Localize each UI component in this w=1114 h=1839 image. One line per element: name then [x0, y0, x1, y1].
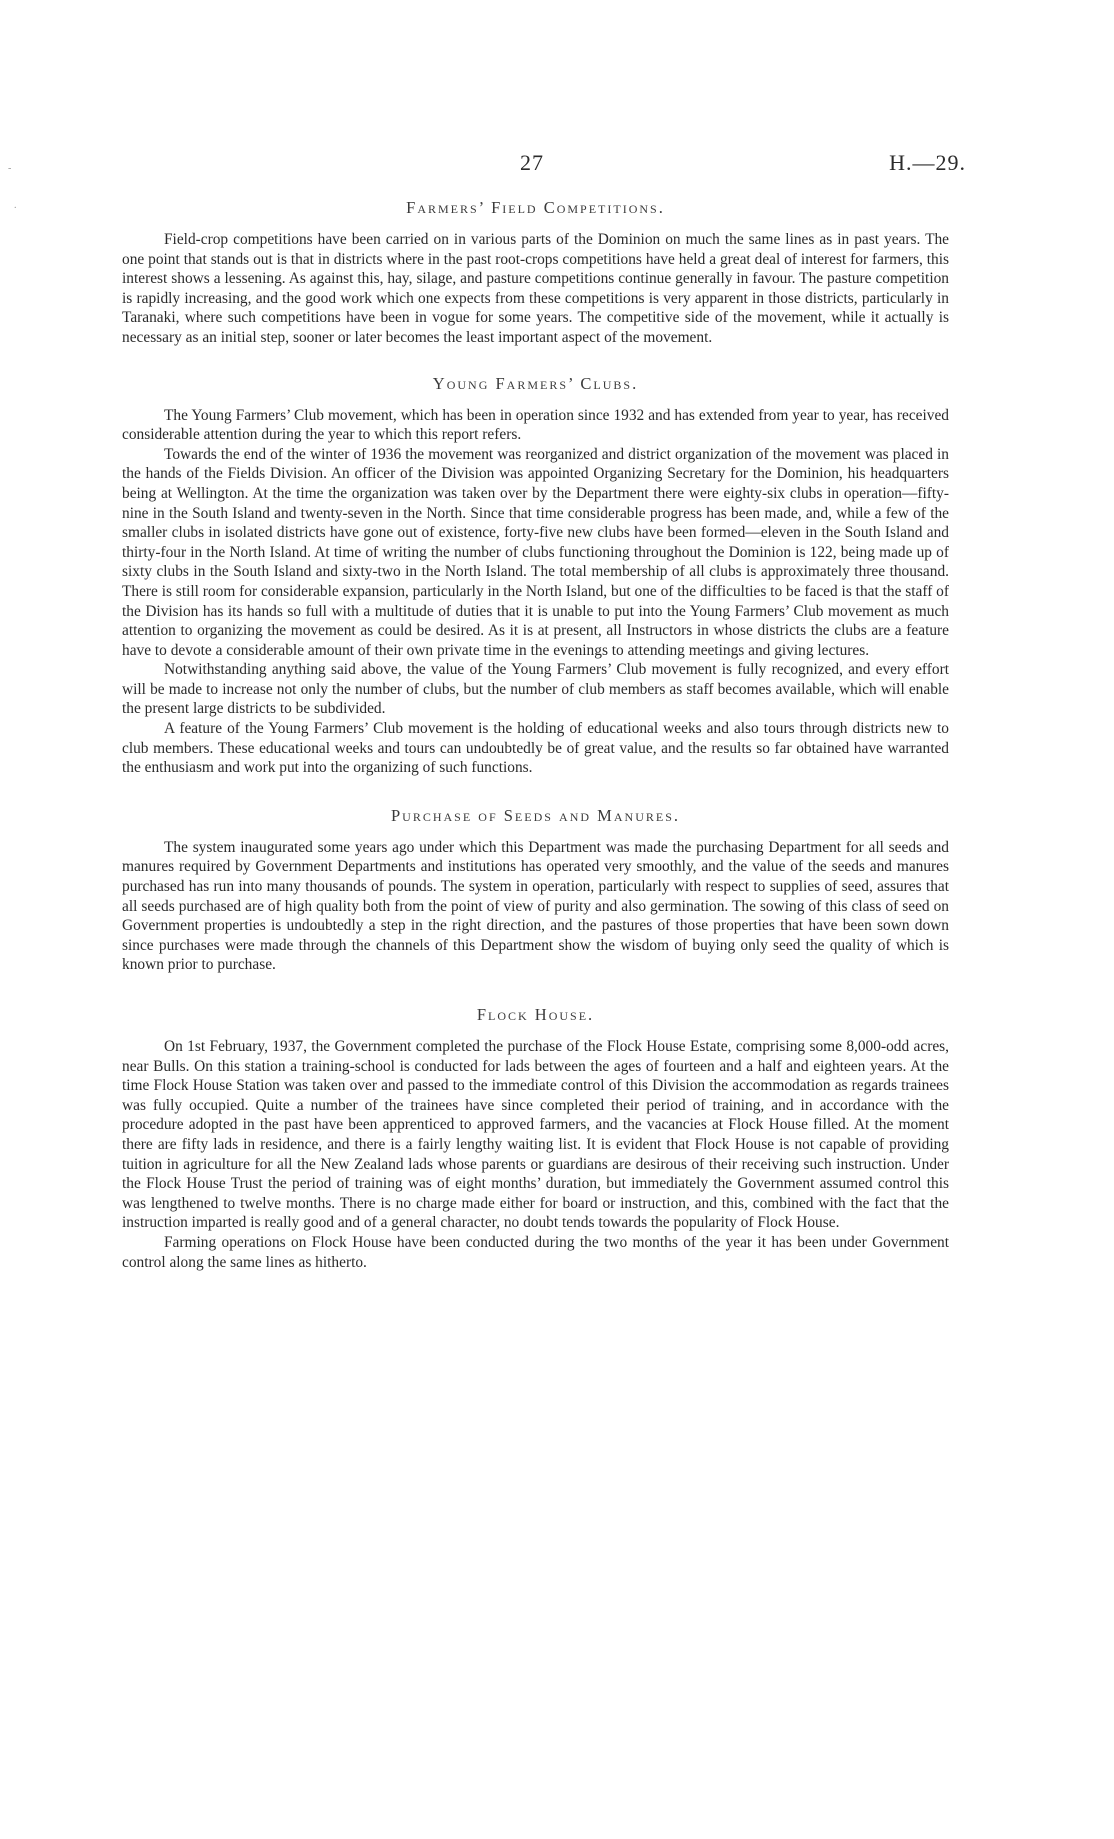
- paragraph: Farming operations on Flock House have been conducted during the two months of the year it has been under Government control along the same lines as hitherto.: [122, 1233, 949, 1271]
- section-heading: Flock House.: [476, 1005, 595, 1024]
- document-reference: H.—29.: [889, 150, 966, 175]
- page-header: [0, 150, 1114, 180]
- section-heading: Purchase of Seeds and Manures.: [390, 805, 680, 825]
- paragraph: A feature of the Young Farmers’ Club movement is the holding of educational weeks and also tours through districts new to club members. These educational weeks and tours can undoubtedly be of great value, and the results so far obtained have warranted the enthusiasm and work put into the organizing of such functions.: [122, 720, 949, 777]
- paragraph: Field-crop competitions have been carried on in various parts of the Dominion on much the same lines as in past years. The one point that stands out is that in districts where in the past root-crops competitions have held a great deal of interest for farmers, this interest shows a lessening. As against this, hay, silage, and pasture competitions continue generally in favour. The pasture competition is rapidly increasing, and the good work which one expects from these competitions is very apparent in those districts, particularly in Taranaki, where such competitions have been in vogue for some years. The competitive side of the movement, while it actually is necessary as an initial step, sooner or later becomes the least important aspect of the movement.: [122, 231, 949, 346]
- page-body: [122, 198, 949, 1298]
- paragraph: Towards the end of the winter of 1936 the movement was reorganized and district organization of the movement was placed in the hands of the Fields Division. An officer of the Division was appointed Organizing Secretary for the Dominion, his headquarters being at Wellington. At the time the organization was taken over by the Department there were eighty-six clubs in operation—fifty-nine in the South Island and twenty-seven in the North. Since that time considerable progress has been made, and, while a few of the smaller clubs in isolated districts have gone out of existence, forty-five new clubs have been formed—eleven in the South Island and thirty-four in the North Island. At time of writing the number of clubs functioning throughout the Dominion is 122, being made up of sixty clubs in the South Island and sixty-two in the North Island. The total membership of all clubs is approximately three thousand. There is still room for considerable expansion, particularly in the North Island, but one of the difficulties to be faced is that the staff of the Division has its hands so full with a multitude of duties that it is unable to put into the Young Farmers’ Club movement as much attention to organizing the movement as could be desired. As it is at present, all Instructors in whose districts the clubs are a feature have to devote a considerable amount of their own private time in the evenings to attending meetings and giving lectures.: [122, 445, 949, 659]
- section-heading: Farmers’ Field Competitions.: [406, 198, 665, 217]
- margin-mark: .: [14, 200, 17, 211]
- paragraph: Notwithstanding anything said above, the value of the Young Farmers’ Club movement is fully recognized, and every effort will be made to increase not only the number of clubs, but the number of club members as staff becomes available, which will enable the present large districts to be subdivided.: [122, 661, 949, 718]
- paragraph: On 1st February, 1937, the Government completed the purchase of the Flock House Estate, comprising some 8,000-odd acres, near Bulls. On this station a training-school is conducted for lads between the ages of fourteen and a half and eighteen years. At the time Flock House Station was taken over and passed to the immediate control of this Division the accommodation as regards trainees was fully occupied. Quite a number of the trainees have since completed their period of training, and in accordance with the procedure adopted in the past have been apprenticed to approved farmers, and the vacancies at Flock House filled. At the moment there are fifty lads in residence, and there is a fairly lengthy waiting list. It is evident that Flock House is not capable of providing tuition in agriculture for all the New Zealand lads whose parents or guardians are desirous of their receiving such instruction. Under the Flock House Trust the period of training was of eight months’ duration, but immediately the Government assumed control this was lengthened to twelve months. There is no charge made either for board or instruction, and this, combined with the fact that the instruction imparted is really good and of a general character, no doubt tends towards the popularity of Flock House.: [122, 1038, 949, 1232]
- section-young-farmers-clubs: [122, 374, 949, 778]
- section-farmers-field-competitions: [122, 198, 949, 348]
- section-heading: Young Farmers’ Clubs.: [432, 373, 639, 393]
- paragraph: The system inaugurated some years ago under which this Department was made the purchasing Department for all seeds and manures required by Government Departments and institutions has operated very smoothly, and the value of the seeds and manures purchased has run into many thousands of pounds. The system in operation, particularly with respect to supplies of seed, assures that all seeds purchased are of high quality both from the point of view of purity and also germination. The sowing of this class of seed on Government properties is undoubtedly a step in the right direction, and the pastures of those properties that have been sown down since purchases were made through the channels of this Department show the wisdom of buying only seed the quality of which is known prior to purchase.: [122, 838, 949, 974]
- paragraph: The Young Farmers’ Club movement, which has been in operation since 1932 and has extended from year to year, has received considerable attention during the year to which this report refers.: [122, 406, 949, 444]
- margin-mark: -: [8, 163, 12, 174]
- section-flock-house: [122, 1005, 949, 1272]
- page-number: 27: [520, 150, 544, 175]
- section-purchase-of-seeds-and-manures: [122, 806, 949, 975]
